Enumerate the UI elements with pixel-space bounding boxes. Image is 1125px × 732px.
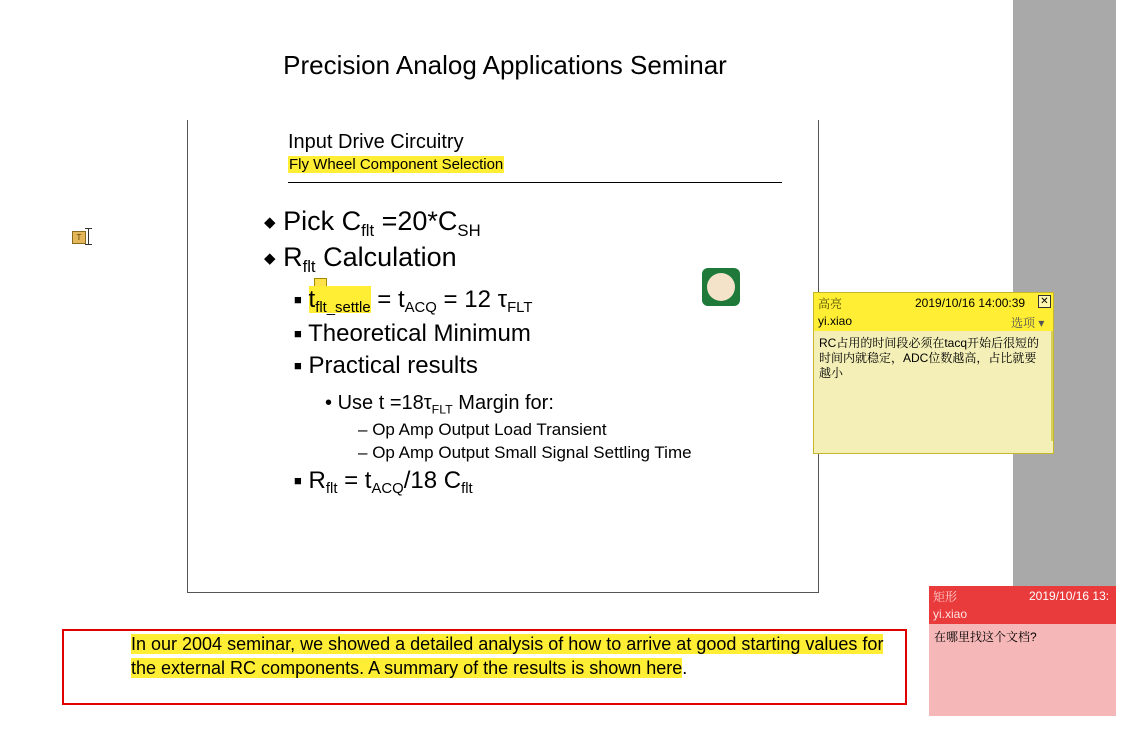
bullet-rflt-prefix: R <box>308 467 326 494</box>
dash-bullet-icon: – <box>358 443 368 462</box>
bullet-theory <box>294 320 531 348</box>
bullet-rflt-sub1: flt <box>325 481 338 498</box>
yellow-comment-body[interactable]: RC占用的时间段必须在tacq开始后很短的时间内就稳定，ADC位数越高，占比就要越小 <box>819 336 1040 380</box>
square-bullet-icon: ■ <box>294 292 302 307</box>
bullet-rcalc-prefix: R <box>283 242 303 272</box>
bullet-use-prefix: Use t =18τ <box>337 392 432 414</box>
bullet-use-rest: Margin for: <box>452 392 554 414</box>
bullet-practical <box>294 352 478 380</box>
bullet-pick-prefix: Pick C <box>283 206 362 236</box>
dash-item-2 <box>358 443 692 463</box>
bullet-settle-sub3: FLT <box>507 300 533 317</box>
bullet-settle <box>294 286 532 316</box>
dash-item-1-text: Op Amp Output Load Transient <box>372 420 607 439</box>
square-bullet-icon: ■ <box>294 473 302 488</box>
bullet-rflt-sub3: flt <box>461 481 473 498</box>
settle-highlight[interactable] <box>308 286 371 317</box>
bullet-settle-mid2: = 12 τ <box>436 286 508 313</box>
text-cursor-icon <box>88 228 89 245</box>
close-icon[interactable]: ✕ <box>1038 295 1051 308</box>
dash-item-1 <box>358 420 607 440</box>
bullet-theory-text: Theoretical Minimum <box>308 320 531 347</box>
slide-frame <box>187 120 819 593</box>
yellow-comment-header[interactable] <box>814 293 1053 331</box>
red-comment-header[interactable] <box>929 586 1116 624</box>
bullet-pick-sub1: flt <box>361 220 375 240</box>
page-title: Precision Analog Applications Seminar <box>283 50 727 80</box>
bullet-pick-sub2: SH <box>457 220 481 240</box>
bullet-rflt-mid: = t <box>337 467 372 494</box>
text-tool-icon[interactable]: T <box>72 231 86 244</box>
yellow-comment-user: yi.xiao <box>818 314 853 328</box>
bullet-pick-mid: =20*C <box>374 206 458 236</box>
dash-item-2-text: Op Amp Output Small Signal Settling Time <box>372 443 692 462</box>
bullet-rflt-mid2: /18 C <box>403 467 462 494</box>
red-comment-popup[interactable] <box>929 586 1116 716</box>
summary-highlight[interactable]: In our 2004 seminar, we showed a detailed analysis of how to arrive at good starting values for the external RC components. A summary of the results is shown here <box>131 634 884 678</box>
diamond-bullet-icon: ◆ <box>264 250 276 267</box>
yellow-comment-scrollbar[interactable] <box>1051 331 1053 441</box>
red-comment-user: yi.xiao <box>933 607 968 621</box>
bullet-settle-t: t <box>308 286 316 313</box>
summary-tail: . <box>682 658 688 678</box>
red-comment-type: 矩形 <box>933 590 958 604</box>
bullet-settle-mid1: = t <box>370 286 405 313</box>
bullet-practical-text: Practical results <box>308 352 478 379</box>
bullet-rcalc-sub1: flt <box>302 256 316 276</box>
square-bullet-icon: ■ <box>294 326 302 341</box>
square-bullet-icon: ■ <box>294 358 302 373</box>
red-comment-date: 2019/10/16 13: <box>1029 589 1110 603</box>
bullet-settle-sub2: ACQ <box>404 300 437 317</box>
yellow-comment-date: 2019/10/16 14:00:39 <box>915 296 1026 310</box>
yellow-comment-popup[interactable] <box>813 292 1054 454</box>
diamond-bullet-icon: ◆ <box>264 214 276 231</box>
bullet-rcalc <box>264 242 457 277</box>
bullet-use <box>325 392 554 416</box>
dot-bullet-icon: • <box>325 392 333 414</box>
thumbs-up-face <box>707 273 735 301</box>
bullet-rflt <box>294 467 473 497</box>
bullet-pick <box>264 206 481 241</box>
slide-heading: Input Drive Circuitry <box>288 131 464 153</box>
yellow-comment-type: 高亮 <box>818 297 843 311</box>
dash-bullet-icon: – <box>358 420 368 439</box>
bullet-settle-sub1: flt_settle <box>315 300 371 317</box>
bullet-rcalc-rest: Calculation <box>315 242 457 272</box>
slide-divider <box>288 182 782 183</box>
bullet-use-sub1: FLT <box>431 402 453 417</box>
red-comment-body[interactable]: 在哪里找这个文档? <box>934 630 1037 644</box>
bullet-rflt-sub2: ACQ <box>371 481 404 498</box>
thumbs-up-icon[interactable] <box>702 268 740 306</box>
options-dropdown[interactable]: 选项 ▾ <box>1011 316 1045 330</box>
summary-paragraph <box>131 632 891 680</box>
slide-subheading-highlight[interactable]: Fly Wheel Component Selection <box>289 156 504 173</box>
